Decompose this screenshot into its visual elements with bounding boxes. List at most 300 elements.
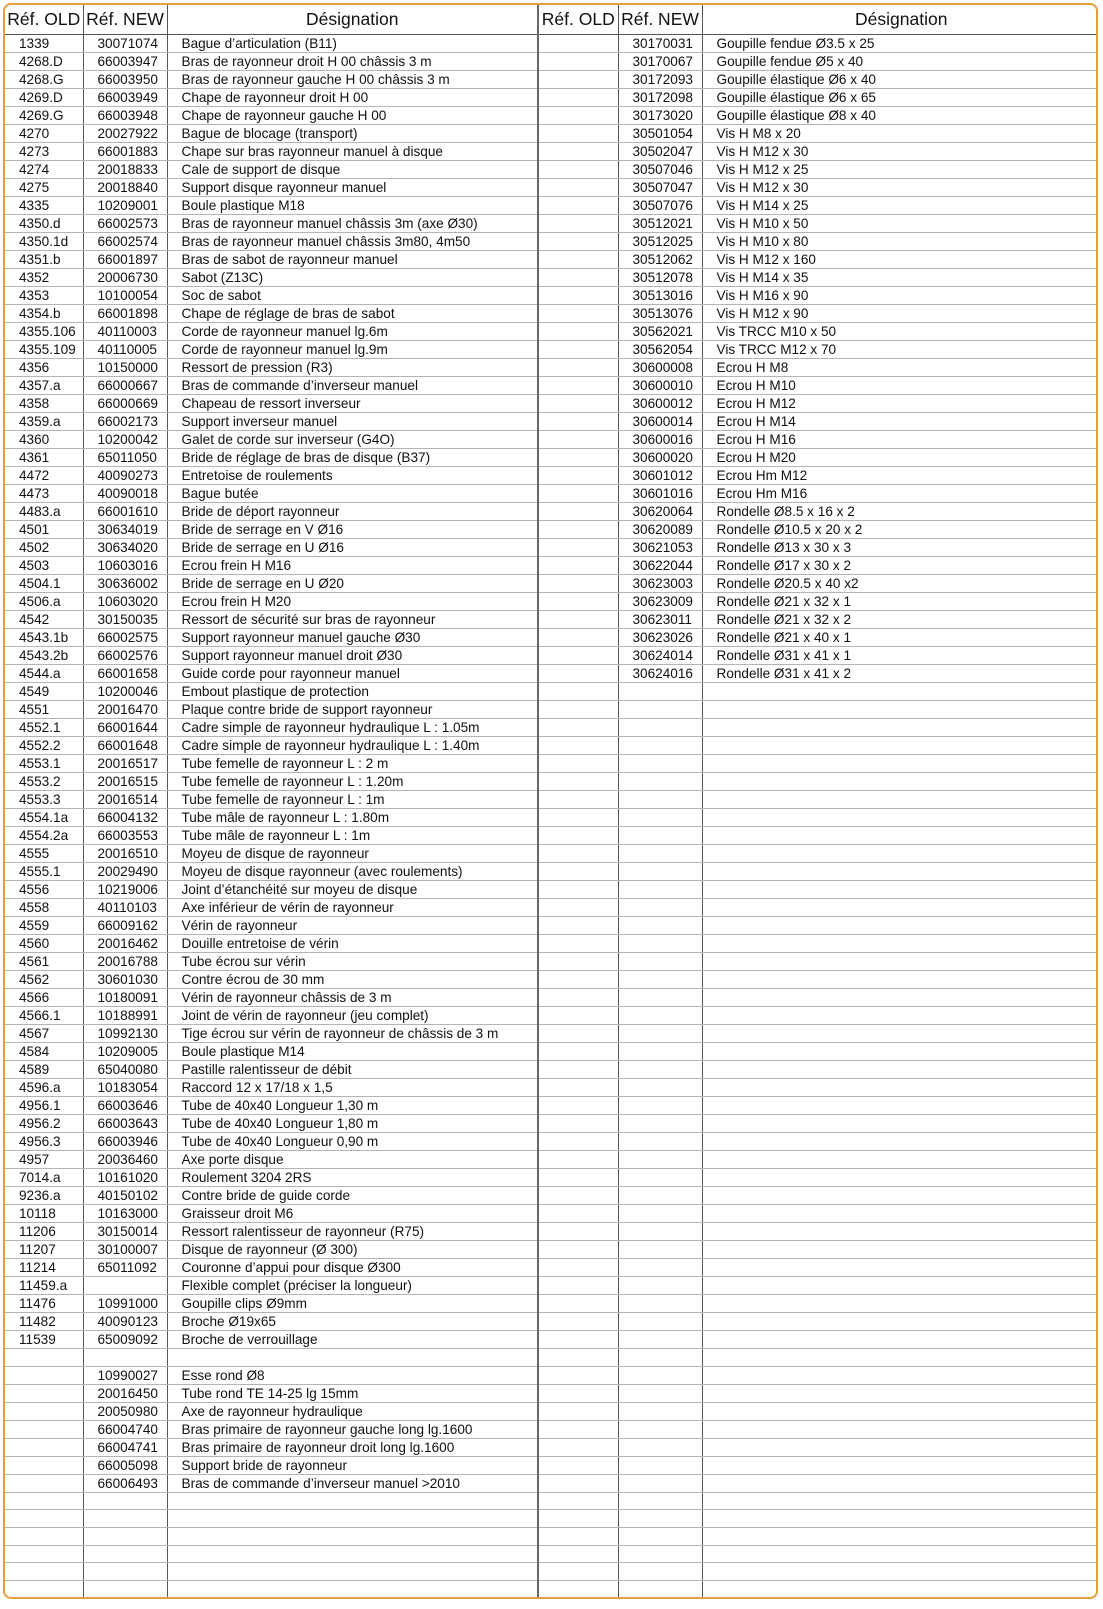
parts-table-frame — [3, 3, 1098, 1599]
right-ref-new-cell — [618, 1223, 702, 1241]
table-row — [5, 1313, 1098, 1331]
left-designation-cell: Vérin de rayonneur — [167, 917, 538, 935]
right-ref-new-cell — [618, 845, 702, 863]
right-ref-new-cell: 30513016 — [618, 287, 702, 305]
left-ref-old-cell: 4275 — [5, 179, 83, 197]
table-row — [5, 287, 1098, 305]
right-ref-old-cell — [538, 917, 618, 935]
right-ref-old-cell — [538, 737, 618, 755]
left-ref-new-cell: 66003643 — [83, 1115, 167, 1133]
right-designation-cell — [702, 1043, 1098, 1061]
right-ref-old-cell — [538, 323, 618, 341]
right-ref-new-cell: 30170031 — [618, 35, 702, 53]
right-ref-old-cell — [538, 1043, 618, 1061]
left-designation-cell: Bras de rayonneur manuel châssis 3m (axe Ø30) — [167, 215, 538, 233]
left-ref-new-cell: 40150102 — [83, 1187, 167, 1205]
left-designation-cell: Support bride de rayonneur — [167, 1456, 538, 1474]
left-designation-cell: Boule plastique M18 — [167, 197, 538, 215]
header-ref-old-left: Réf. OLD — [5, 5, 83, 35]
right-designation-cell: Vis H M14 x 35 — [702, 269, 1098, 287]
table-row — [5, 557, 1098, 575]
table-row — [5, 791, 1098, 809]
left-ref-new-cell: 10180091 — [83, 989, 167, 1007]
left-designation-cell: Moyeu de disque rayonneur (avec roulements) — [167, 863, 538, 881]
left-ref-old-cell — [5, 1456, 83, 1474]
left-designation-cell: Couronne d’appui pour disque Ø300 — [167, 1259, 538, 1277]
table-row — [5, 1097, 1098, 1115]
right-ref-new-cell — [618, 1187, 702, 1205]
right-designation-cell — [702, 755, 1098, 773]
right-ref-old-cell — [538, 809, 618, 827]
right-ref-new-cell: 30512078 — [618, 269, 702, 287]
right-designation-cell — [702, 791, 1098, 809]
left-ref-old-cell: 4506.a — [5, 593, 83, 611]
left-ref-old-cell: 10118 — [5, 1205, 83, 1223]
left-designation-cell: Tube rond TE 14-25 lg 15mm — [167, 1384, 538, 1402]
table-row — [5, 809, 1098, 827]
table-row — [5, 1581, 1098, 1599]
right-ref-old-cell — [538, 845, 618, 863]
right-ref-old-cell — [538, 575, 618, 593]
table-row — [5, 917, 1098, 935]
right-ref-new-cell — [618, 827, 702, 845]
right-ref-new-cell — [618, 755, 702, 773]
table-row — [5, 143, 1098, 161]
left-ref-old-cell — [5, 1402, 83, 1420]
table-row — [5, 269, 1098, 287]
table-row — [5, 1007, 1098, 1025]
left-ref-new-cell: 20027922 — [83, 125, 167, 143]
right-ref-old-cell — [538, 1025, 618, 1043]
right-designation-cell — [702, 1313, 1098, 1331]
right-designation-cell: Rondelle Ø21 x 40 x 1 — [702, 629, 1098, 647]
right-ref-new-cell — [618, 1151, 702, 1169]
right-ref-old-cell — [538, 665, 618, 683]
right-designation-cell — [702, 773, 1098, 791]
table-row — [5, 1492, 1098, 1510]
table-row — [5, 1528, 1098, 1546]
right-ref-new-cell: 30502047 — [618, 143, 702, 161]
right-designation-cell: Vis H M12 x 30 — [702, 143, 1098, 161]
right-ref-new-cell: 30623026 — [618, 629, 702, 647]
table-row — [5, 341, 1098, 359]
right-designation-cell: Goupille fendue Ø5 x 40 — [702, 53, 1098, 71]
left-designation-cell: Esse rond Ø8 — [167, 1366, 538, 1384]
left-ref-new-cell: 66002573 — [83, 215, 167, 233]
left-ref-old-cell: 4502 — [5, 539, 83, 557]
right-ref-new-cell — [618, 899, 702, 917]
left-ref-new-cell: 20016517 — [83, 755, 167, 773]
right-ref-old-cell — [538, 1151, 618, 1169]
left-ref-old-cell: 4504.1 — [5, 575, 83, 593]
left-designation-cell: Bride de serrage en U Ø16 — [167, 539, 538, 557]
right-designation-cell: Vis H M16 x 90 — [702, 287, 1098, 305]
left-designation-cell: Entretoise de roulements — [167, 467, 538, 485]
right-designation-cell — [702, 1545, 1098, 1563]
right-ref-old-cell — [538, 449, 618, 467]
left-designation-cell: Disque de rayonneur (Ø 300) — [167, 1241, 538, 1259]
left-designation-cell: Bride de serrage en U Ø20 — [167, 575, 538, 593]
left-ref-new-cell: 65011050 — [83, 449, 167, 467]
right-designation-cell — [702, 1420, 1098, 1438]
right-ref-new-cell: 30172093 — [618, 71, 702, 89]
left-designation-cell: Tube de 40x40 Longueur 0,90 m — [167, 1133, 538, 1151]
right-ref-new-cell — [618, 1366, 702, 1384]
right-designation-cell: Ecrou H M12 — [702, 395, 1098, 413]
right-ref-new-cell — [618, 683, 702, 701]
left-ref-old-cell: 4358 — [5, 395, 83, 413]
right-ref-old-cell — [538, 71, 618, 89]
table-row — [5, 1402, 1098, 1420]
left-designation-cell: Tube femelle de rayonneur L : 2 m — [167, 755, 538, 773]
left-ref-old-cell — [5, 1510, 83, 1528]
left-ref-new-cell: 30100007 — [83, 1241, 167, 1259]
left-ref-new-cell — [83, 1492, 167, 1510]
right-ref-old-cell — [538, 1313, 618, 1331]
left-ref-old-cell: 7014.a — [5, 1169, 83, 1187]
left-ref-old-cell: 4559 — [5, 917, 83, 935]
table-row — [5, 773, 1098, 791]
left-ref-old-cell: 4562 — [5, 971, 83, 989]
right-designation-cell: Rondelle Ø8.5 x 16 x 2 — [702, 503, 1098, 521]
left-ref-old-cell: 4501 — [5, 521, 83, 539]
right-ref-new-cell: 30172098 — [618, 89, 702, 107]
right-designation-cell: Ecrou H M8 — [702, 359, 1098, 377]
left-ref-old-cell: 4956.1 — [5, 1097, 83, 1115]
right-ref-old-cell — [538, 143, 618, 161]
left-ref-old-cell — [5, 1545, 83, 1563]
table-row — [5, 683, 1098, 701]
right-ref-new-cell: 30600014 — [618, 413, 702, 431]
left-designation-cell: Axe porte disque — [167, 1151, 538, 1169]
right-ref-old-cell — [538, 305, 618, 323]
left-designation-cell: Ressort de pression (R3) — [167, 359, 538, 377]
right-ref-new-cell: 30507076 — [618, 197, 702, 215]
left-ref-new-cell: 66001648 — [83, 737, 167, 755]
left-designation-cell: Chape de rayonneur droit H 00 — [167, 89, 538, 107]
left-ref-old-cell: 4270 — [5, 125, 83, 143]
table-row — [5, 1366, 1098, 1384]
right-ref-new-cell — [618, 971, 702, 989]
right-designation-cell — [702, 899, 1098, 917]
left-ref-old-cell — [5, 1420, 83, 1438]
left-designation-cell: Roulement 3204 2RS — [167, 1169, 538, 1187]
right-ref-old-cell — [538, 161, 618, 179]
left-ref-old-cell: 4553.2 — [5, 773, 83, 791]
right-ref-old-cell — [538, 1007, 618, 1025]
right-ref-new-cell — [618, 1456, 702, 1474]
table-row — [5, 1223, 1098, 1241]
right-ref-old-cell — [538, 683, 618, 701]
left-ref-new-cell: 20016510 — [83, 845, 167, 863]
left-ref-old-cell: 4359.a — [5, 413, 83, 431]
left-ref-old-cell: 4551 — [5, 701, 83, 719]
left-ref-old-cell: 4353 — [5, 287, 83, 305]
right-ref-new-cell — [618, 1169, 702, 1187]
right-designation-cell: Vis H M10 x 80 — [702, 233, 1098, 251]
left-designation-cell: Contre bride de guide corde — [167, 1187, 538, 1205]
left-ref-new-cell: 10100054 — [83, 287, 167, 305]
right-ref-new-cell: 30620064 — [618, 503, 702, 521]
right-ref-new-cell — [618, 863, 702, 881]
left-ref-old-cell: 4566 — [5, 989, 83, 1007]
table-row — [5, 647, 1098, 665]
right-ref-new-cell: 30507046 — [618, 161, 702, 179]
right-ref-old-cell — [538, 35, 618, 53]
table-row — [5, 1510, 1098, 1528]
left-designation-cell: Tube écrou sur vérin — [167, 953, 538, 971]
table-row — [5, 899, 1098, 917]
left-ref-new-cell: 10992130 — [83, 1025, 167, 1043]
table-row — [5, 1563, 1098, 1581]
left-ref-new-cell: 66002173 — [83, 413, 167, 431]
right-designation-cell — [702, 863, 1098, 881]
right-designation-cell: Vis TRCC M12 x 70 — [702, 341, 1098, 359]
right-designation-cell: Ecrou Hm M16 — [702, 485, 1098, 503]
left-designation-cell — [167, 1563, 538, 1581]
right-ref-old-cell — [538, 1061, 618, 1079]
left-ref-old-cell: 4503 — [5, 557, 83, 575]
left-ref-new-cell: 66003553 — [83, 827, 167, 845]
right-ref-old-cell — [538, 395, 618, 413]
left-ref-old-cell: 4543.2b — [5, 647, 83, 665]
right-designation-cell: Rondelle Ø10.5 x 20 x 2 — [702, 521, 1098, 539]
left-designation-cell: Corde de rayonneur manuel lg.6m — [167, 323, 538, 341]
left-ref-old-cell — [5, 1474, 83, 1492]
left-ref-new-cell: 20016450 — [83, 1384, 167, 1402]
left-ref-old-cell — [5, 1438, 83, 1456]
left-ref-old-cell: 4354.b — [5, 305, 83, 323]
left-ref-new-cell: 20016515 — [83, 773, 167, 791]
right-ref-old-cell — [538, 629, 618, 647]
right-ref-old-cell — [538, 1331, 618, 1349]
right-designation-cell — [702, 1115, 1098, 1133]
right-designation-cell — [702, 935, 1098, 953]
right-ref-old-cell — [538, 989, 618, 1007]
right-ref-new-cell — [618, 1061, 702, 1079]
table-row — [5, 359, 1098, 377]
right-ref-old-cell — [538, 1581, 618, 1599]
right-ref-new-cell — [618, 1205, 702, 1223]
right-designation-cell — [702, 1187, 1098, 1205]
right-ref-new-cell — [618, 1510, 702, 1528]
left-ref-old-cell: 4549 — [5, 683, 83, 701]
left-ref-new-cell: 20050980 — [83, 1402, 167, 1420]
left-designation-cell: Corde de rayonneur manuel lg.9m — [167, 341, 538, 359]
left-ref-old-cell — [5, 1349, 83, 1367]
left-ref-new-cell: 20029490 — [83, 863, 167, 881]
left-designation-cell: Douille entretoise de vérin — [167, 935, 538, 953]
table-row — [5, 233, 1098, 251]
left-ref-new-cell — [83, 1349, 167, 1367]
right-ref-old-cell — [538, 467, 618, 485]
table-row — [5, 1420, 1098, 1438]
left-ref-new-cell: 65040080 — [83, 1061, 167, 1079]
table-row — [5, 989, 1098, 1007]
right-ref-old-cell — [538, 251, 618, 269]
table-row — [5, 755, 1098, 773]
right-designation-cell: Ecrou Hm M12 — [702, 467, 1098, 485]
left-ref-new-cell: 66001897 — [83, 251, 167, 269]
left-ref-old-cell: 11476 — [5, 1295, 83, 1313]
right-ref-old-cell — [538, 971, 618, 989]
right-designation-cell — [702, 881, 1098, 899]
right-designation-cell: Vis H M12 x 30 — [702, 179, 1098, 197]
left-ref-new-cell: 66002576 — [83, 647, 167, 665]
left-designation-cell: Vérin de rayonneur châssis de 3 m — [167, 989, 538, 1007]
left-designation-cell: Joint de vérin de rayonneur (jeu complet) — [167, 1007, 538, 1025]
right-designation-cell — [702, 1528, 1098, 1546]
right-ref-old-cell — [538, 539, 618, 557]
left-ref-old-cell: 4555.1 — [5, 863, 83, 881]
table-row — [5, 719, 1098, 737]
left-ref-old-cell: 4584 — [5, 1043, 83, 1061]
right-ref-new-cell — [618, 791, 702, 809]
left-ref-new-cell: 66005098 — [83, 1456, 167, 1474]
right-ref-old-cell — [538, 125, 618, 143]
left-designation-cell: Support inverseur manuel — [167, 413, 538, 431]
left-designation-cell: Support rayonneur manuel droit Ø30 — [167, 647, 538, 665]
right-designation-cell — [702, 1277, 1098, 1295]
right-designation-cell — [702, 845, 1098, 863]
right-ref-old-cell — [538, 1510, 618, 1528]
right-designation-cell — [702, 683, 1098, 701]
right-ref-new-cell — [618, 1079, 702, 1097]
right-ref-new-cell: 30600012 — [618, 395, 702, 413]
left-ref-new-cell: 40090018 — [83, 485, 167, 503]
left-ref-new-cell: 66002575 — [83, 629, 167, 647]
table-row — [5, 1187, 1098, 1205]
left-ref-old-cell: 9236.a — [5, 1187, 83, 1205]
left-designation-cell: Cadre simple de rayonneur hydraulique L : 1.05m — [167, 719, 538, 737]
left-ref-new-cell: 66003950 — [83, 71, 167, 89]
left-ref-old-cell: 4957 — [5, 1151, 83, 1169]
left-designation-cell: Raccord 12 x 17/18 x 1,5 — [167, 1079, 538, 1097]
left-designation-cell: Bague d’articulation (B11) — [167, 35, 538, 53]
left-ref-new-cell: 40110003 — [83, 323, 167, 341]
right-ref-old-cell — [538, 1295, 618, 1313]
table-row — [5, 845, 1098, 863]
left-ref-new-cell: 10219006 — [83, 881, 167, 899]
left-ref-old-cell: 11207 — [5, 1241, 83, 1259]
right-ref-new-cell — [618, 935, 702, 953]
right-designation-cell: Goupille élastique Ø8 x 40 — [702, 107, 1098, 125]
table-row — [5, 593, 1098, 611]
right-ref-new-cell — [618, 1259, 702, 1277]
right-ref-old-cell — [538, 377, 618, 395]
right-ref-new-cell — [618, 1331, 702, 1349]
right-ref-old-cell — [538, 197, 618, 215]
right-designation-cell — [702, 1079, 1098, 1097]
table-row — [5, 953, 1098, 971]
table-row — [5, 827, 1098, 845]
right-ref-new-cell: 30601016 — [618, 485, 702, 503]
right-designation-cell — [702, 1205, 1098, 1223]
right-ref-old-cell — [538, 521, 618, 539]
right-designation-cell — [702, 1223, 1098, 1241]
right-ref-new-cell: 30600008 — [618, 359, 702, 377]
left-ref-old-cell: 4560 — [5, 935, 83, 953]
left-ref-new-cell: 10991000 — [83, 1295, 167, 1313]
left-ref-new-cell: 30150035 — [83, 611, 167, 629]
right-designation-cell — [702, 1349, 1098, 1367]
left-ref-new-cell: 30636002 — [83, 575, 167, 593]
left-designation-cell: Bras de sabot de rayonneur manuel — [167, 251, 538, 269]
right-ref-old-cell — [538, 179, 618, 197]
right-ref-new-cell: 30622044 — [618, 557, 702, 575]
left-ref-new-cell: 20016470 — [83, 701, 167, 719]
table-row — [5, 1025, 1098, 1043]
left-designation-cell: Tube de 40x40 Longueur 1,80 m — [167, 1115, 538, 1133]
table-row — [5, 539, 1098, 557]
right-ref-new-cell — [618, 809, 702, 827]
left-designation-cell: Joint d’étanchéité sur moyeu de disque — [167, 881, 538, 899]
table-row — [5, 1456, 1098, 1474]
table-row — [5, 53, 1098, 71]
right-ref-old-cell — [538, 863, 618, 881]
right-designation-cell: Goupille fendue Ø3.5 x 25 — [702, 35, 1098, 53]
table-row — [5, 305, 1098, 323]
left-ref-new-cell: 66001883 — [83, 143, 167, 161]
left-designation-cell: Axe de rayonneur hydraulique — [167, 1402, 538, 1420]
right-ref-new-cell: 30601012 — [618, 467, 702, 485]
right-designation-cell — [702, 1492, 1098, 1510]
right-ref-new-cell: 30173020 — [618, 107, 702, 125]
right-ref-new-cell: 30512062 — [618, 251, 702, 269]
left-ref-old-cell: 4274 — [5, 161, 83, 179]
right-designation-cell: Goupille élastique Ø6 x 40 — [702, 71, 1098, 89]
left-ref-new-cell: 66001644 — [83, 719, 167, 737]
left-ref-new-cell — [83, 1563, 167, 1581]
right-ref-old-cell — [538, 53, 618, 71]
left-ref-old-cell — [5, 1492, 83, 1510]
right-ref-old-cell — [538, 1169, 618, 1187]
table-row — [5, 1545, 1098, 1563]
table-row — [5, 467, 1098, 485]
left-designation-cell: Ecrou frein H M16 — [167, 557, 538, 575]
left-designation-cell: Cale de support de disque — [167, 161, 538, 179]
right-ref-new-cell — [618, 719, 702, 737]
right-designation-cell — [702, 1133, 1098, 1151]
left-designation-cell: Bras de rayonneur gauche H 00 châssis 3 m — [167, 71, 538, 89]
left-designation-cell: Tube mâle de rayonneur L : 1.80m — [167, 809, 538, 827]
left-designation-cell: Flexible complet (préciser la longueur) — [167, 1277, 538, 1295]
left-designation-cell: Tube de 40x40 Longueur 1,30 m — [167, 1097, 538, 1115]
table-row — [5, 1079, 1098, 1097]
left-ref-new-cell: 10161020 — [83, 1169, 167, 1187]
right-designation-cell: Ecrou H M10 — [702, 377, 1098, 395]
left-ref-new-cell: 66004741 — [83, 1438, 167, 1456]
table-row — [5, 179, 1098, 197]
left-ref-new-cell: 30071074 — [83, 35, 167, 53]
table-row — [5, 737, 1098, 755]
left-ref-new-cell: 66009162 — [83, 917, 167, 935]
right-designation-cell — [702, 1402, 1098, 1420]
left-ref-old-cell: 11482 — [5, 1313, 83, 1331]
header-designation-left: Désignation — [167, 5, 538, 35]
right-ref-old-cell — [538, 827, 618, 845]
right-ref-new-cell: 30600020 — [618, 449, 702, 467]
left-ref-new-cell: 10209001 — [83, 197, 167, 215]
left-designation-cell: Broche de verrouillage — [167, 1331, 538, 1349]
right-ref-old-cell — [538, 611, 618, 629]
right-ref-new-cell — [618, 773, 702, 791]
right-designation-cell: Rondelle Ø17 x 30 x 2 — [702, 557, 1098, 575]
table-row — [5, 197, 1098, 215]
table-row — [5, 881, 1098, 899]
table-row — [5, 1474, 1098, 1492]
right-ref-new-cell — [618, 701, 702, 719]
